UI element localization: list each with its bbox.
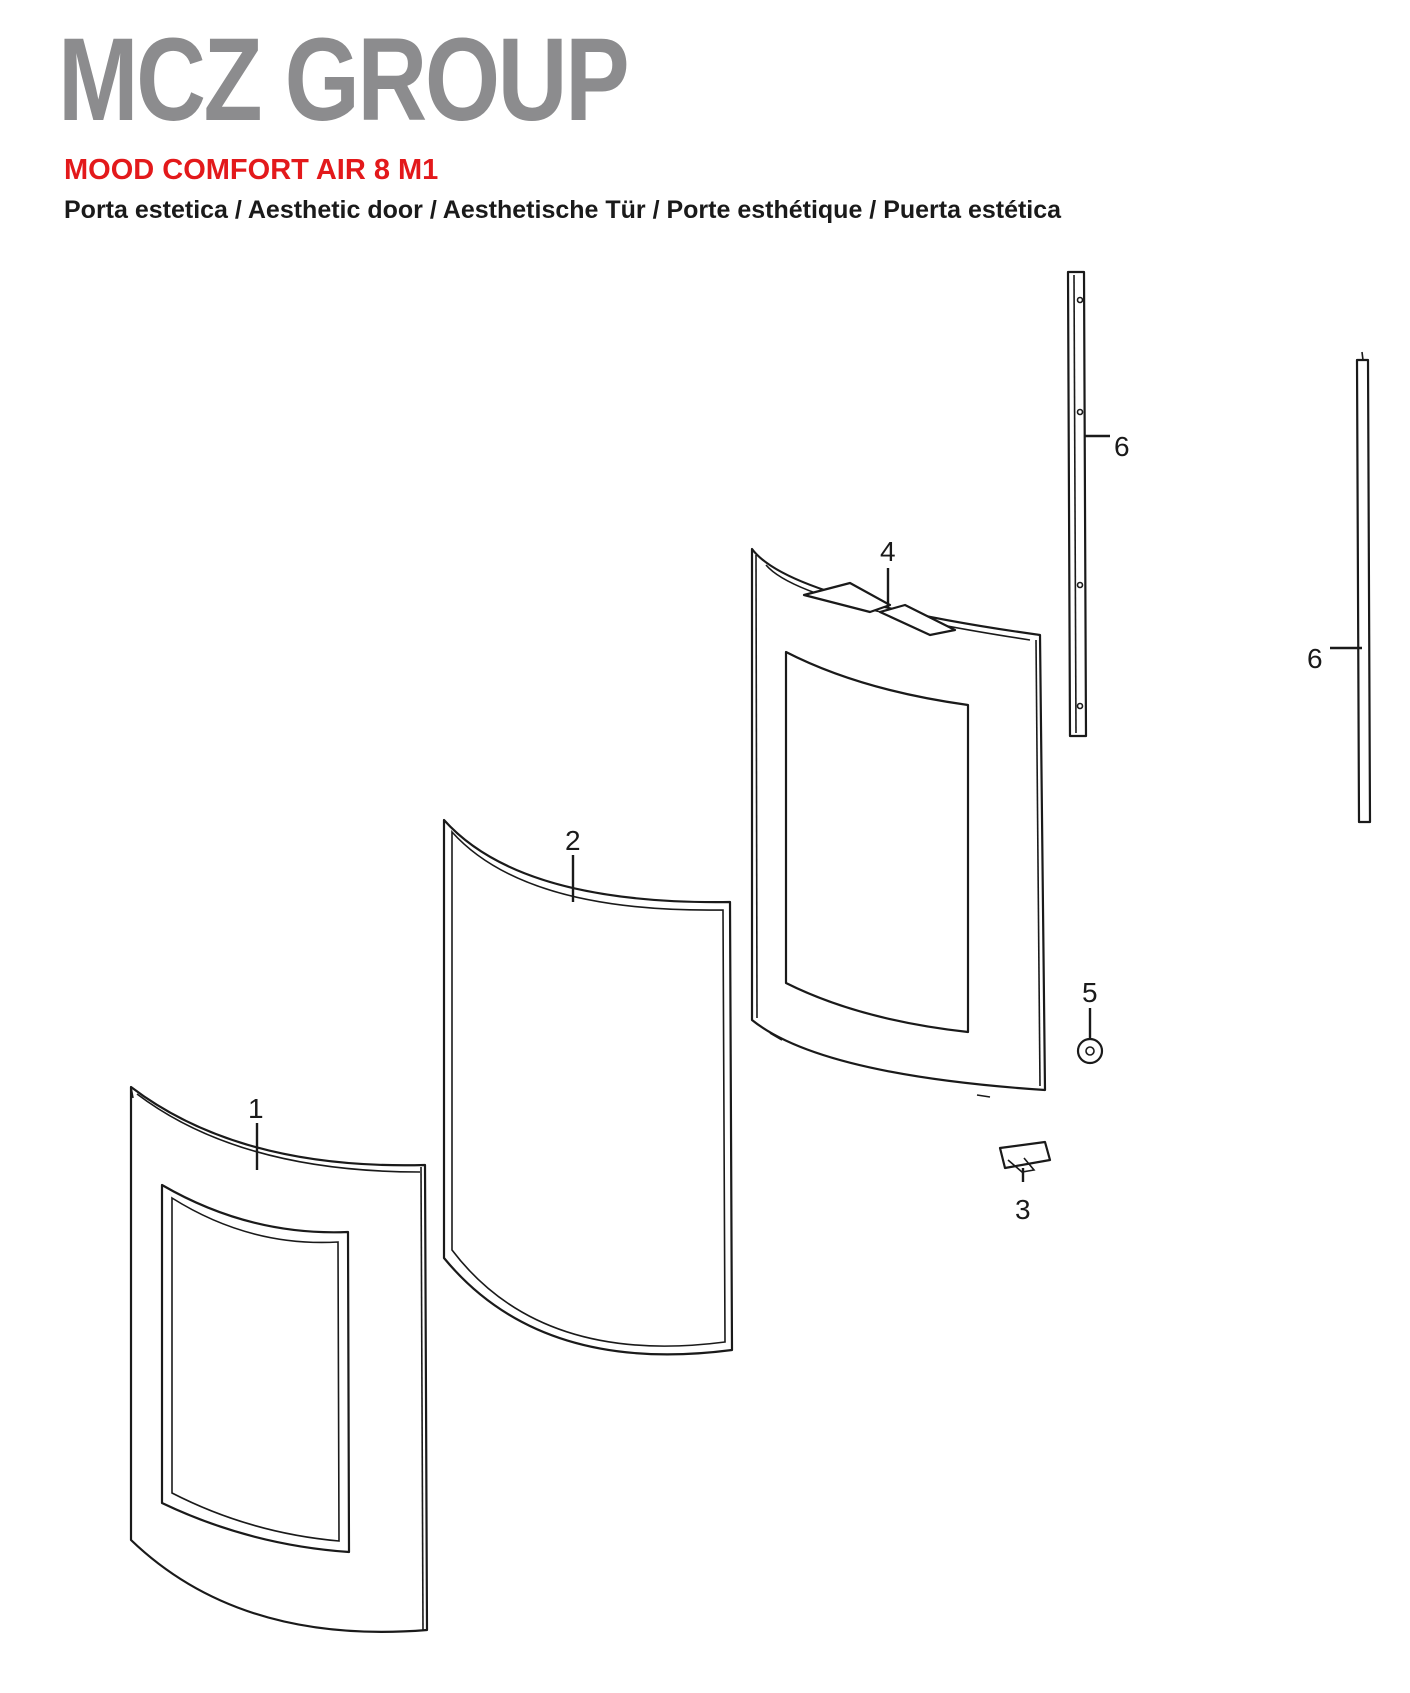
- part-1-front-panel: [131, 1087, 427, 1632]
- callout-3: 3: [1015, 1194, 1031, 1225]
- diagram-subtitle: Porta estetica / Aesthetic door / Aesthetische Tür / Porte esthétique / Puerta estética: [64, 196, 1062, 224]
- callout-4: 4: [880, 536, 896, 567]
- part-2-glass-panel: [444, 820, 732, 1354]
- part-4-door-frame: [752, 549, 1045, 1097]
- part-6-hinge-strip-left: [1068, 272, 1086, 736]
- brand-logo: MCZ GROUP: [58, 14, 628, 146]
- part-5-knob: [1078, 1039, 1102, 1063]
- part-6-strip-right: [1357, 352, 1370, 822]
- callout-6-right: 6: [1307, 643, 1323, 674]
- callout-5: 5: [1082, 977, 1098, 1008]
- model-title: MOOD COMFORT AIR 8 M1: [64, 154, 439, 186]
- callout-6-left: 6: [1114, 431, 1130, 462]
- callout-1: 1: [248, 1093, 264, 1124]
- callout-2: 2: [565, 825, 581, 856]
- part-3-latch-bracket: [1000, 1142, 1050, 1172]
